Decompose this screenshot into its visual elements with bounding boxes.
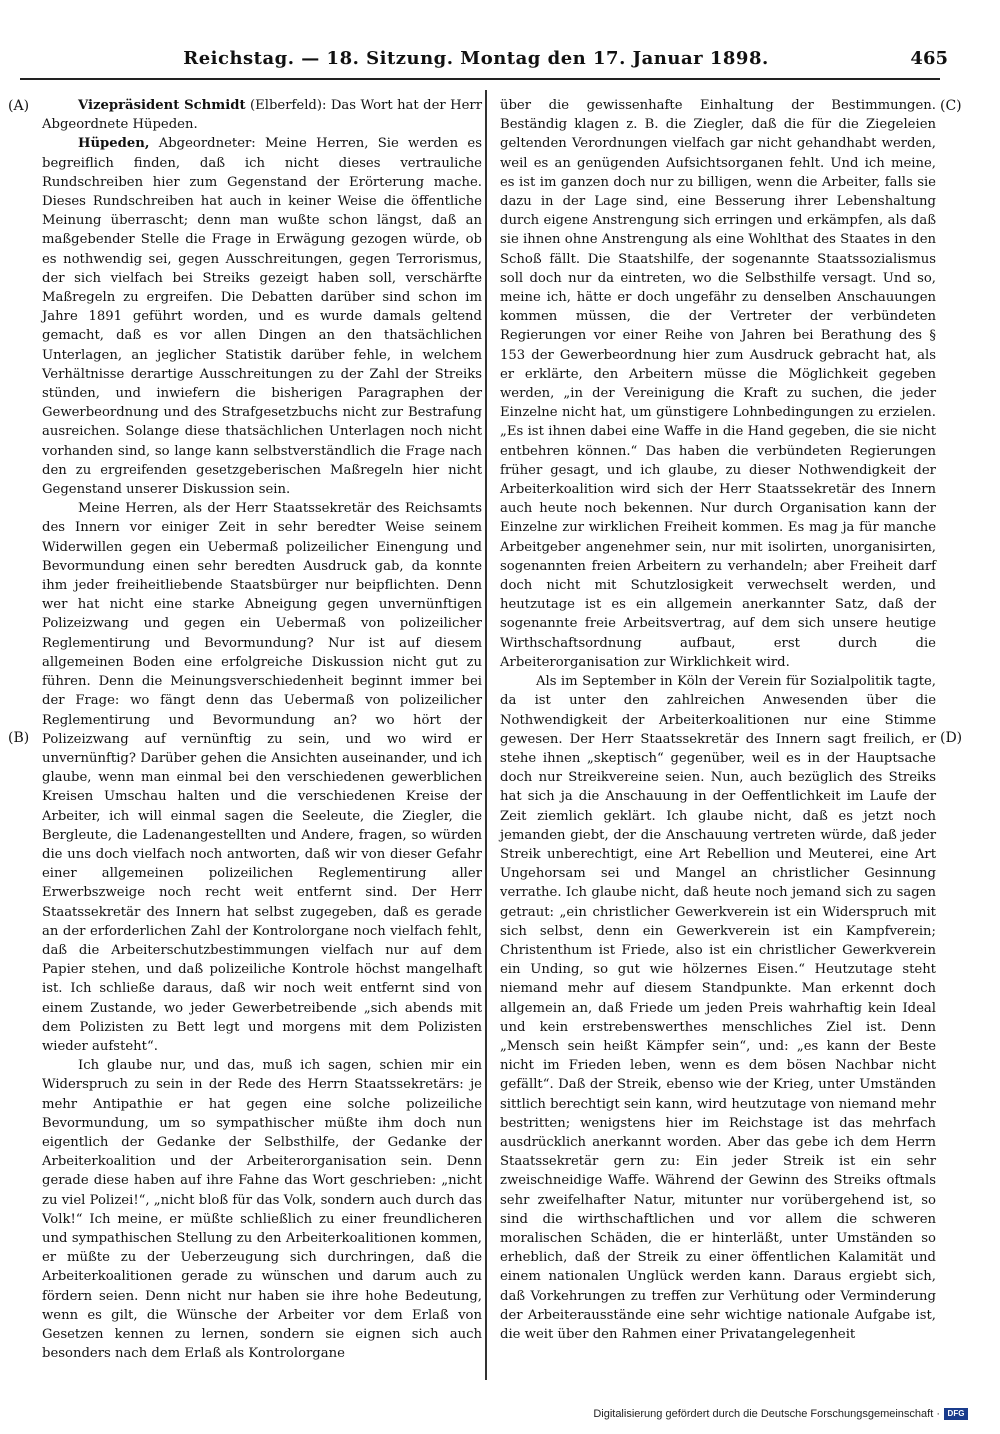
- left-column: [42, 96, 482, 1363]
- paragraph: über die gewissenhafte Einhaltung der Bestimmungen. Beständig klagen z. B. die Ziegler, daß die für die Ziegeleien geltenden Verordnungen vielfach gar nicht gehandhabt werden, weil es an genügenden Aufsichtsorganen fehlt. Und ich meine, es ist im ganzen doch nur zu billigen, wenn die Arbeiter, falls sie dazu in der Lage sind, eine Besserung ihrer Lebenshaltung durch eigene Anstrengung sich erringen und erkämpfen, als daß sie ihnen ohne Anstrengung als eine Wohlthat des Staates in den Schoß fällt. Die Staatshilfe, der sogenannte Staatssozialismus soll doch nur da eintreten, wo die Selbsthilfe versagt. Und so, meine ich, hätte er doch ungefähr zu denselben Anschauungen kommen müssen, die der Vertreter der verbündeten Regierungen vor einer Reihe von Jahren bei Berathung des § 153 der Gewerbeordnung hier zum Ausdruck gebracht hat, als er erklärte, den Arbeitern müsse die Möglichkeit gegeben werden, „in der Vereinigung die Kraft zu suchen, die jeder Einzelne nicht hat, um günstigere Lohnbedingungen zu erzielen. „Es ist ihnen dabei eine Waffe in die Hand gegeben, die sie nicht entbehren können.“ Das haben die verbündeten Regierungen früher gesagt, und ich glaube, zu dieser Nothwendigkeit der Arbeiterkoalition wird sich der Herr Staatssekretär des Innern auch heute noch bekennen. Nur durch Organisation kann der Einzelne zur wirklichen Freiheit kommen. Es mag ja für manche Arbeitgeber angenehmer sein, nur mit isolirten, unorganisirten, sogenannten freien Arbeitern zu verhandeln; aber Freiheit darf doch nicht mit Schutzlosigkeit verwechselt werden, und heutzutage ist es ein allgemein anerkannter Satz, daß der sogenannte freie Arbeitsvertrag, auf dem sich unsere heutige Wirthschaftsordnung aufbaut, erst durch die Arbeiterorganisation zur Wirklichkeit wird.: [500, 98, 936, 670]
- page-header: [20, 48, 948, 78]
- digitization-credit: [593, 1408, 968, 1420]
- paragraph: [42, 134, 482, 499]
- speaker-name: Vizepräsident Schmidt: [78, 98, 246, 113]
- paragraph: [42, 96, 482, 134]
- right-column: [500, 96, 936, 1344]
- column-divider: [485, 90, 487, 1380]
- paragraph: Als im September in Köln der Verein für Sozialpolitik tagte, da ist unter den zahlreichen Anwesenden über die Nothwendigkeit der Arbeiterkoalitionen nur eine Stimme gewesen. Der Herr Staatssekretär des Innern sagt freilich, er stehe ihnen „skeptisch“ gegenüber, weil es in der Hauptsache doch nur Streikvereine seien. Nun, auch bezüglich des Streiks hat sich ja die Anschauung in der Oeffentlichkeit im Laufe der Zeit ziemlich geklärt. Ich glaube nicht, daß es jetzt noch jemanden giebt, der die Anschauung vertreten würde, daß jeder Streik unberechtigt, eine Art Rebellion und Meuterei, eine Art Ungehorsam sei und Mangel an christlicher Gesinnung verrathe. Ich glaube nicht, daß heute noch jemand sich zu sagen getraut: „ein christlicher Gewerkverein ist ein Widerspruch mit sich selbst, denn ein Gewerkverein ist ein Kampfverein; Christenthum ist Friede, also ist ein christlicher Gewerkverein ein Unding, so gut wie hölzernes Eisen.“ Heutzutage steht niemand mehr auf diesem Standpunkte. Man erkennt doch allgemein an, daß Friede um jeden Preis wahrhaftig kein Ideal und kein erstrebenswerthes menschliches Ziel ist. Denn „Mensch sein heißt Kämpfer sein“, und: „es kann der Beste nicht im Frieden leben, wenn es dem bösen Nachbar nicht gefällt“. Daß der Streik, ebenso wie der Krieg, unter Umständen sittlich berechtigt sein kann, wird heutzutage von niemand mehr bestritten; wenigstens hier im Reichstage ist das mehrfach ausdrücklich anerkannt worden. Aber das gebe ich dem Herrn Staatssekretär gern zu: Ein jeder Streik ist ein sehr zweischneidige Waffe. Während der Gewinn des Streiks oftmals sehr zweifelhafter Natur, mitunter nur vorübergehend ist, so sind die wirthschaftlichen und vor allem die schweren moralischen Schäden, die er hinterläßt, unter Umständen so erheblich, daß der Streik zu einer öffentlichen Kalamität und einem nationalen Unglück werden kann. Daraus ergiebt sich, daß Vorkehrungen zu treffen zur Verhütung oder Verminderung der Arbeiterausstände eine sehr wichtige nationale Aufgabe ist, die weit über den Rahmen einer Privatangelegenheit: [500, 674, 936, 1342]
- margin-mark-a: (A): [8, 98, 30, 114]
- margin-mark-b: (B): [8, 730, 30, 746]
- margin-mark-d: (D): [940, 730, 963, 746]
- dfg-logo-icon: DFG: [944, 1408, 968, 1420]
- paragraph-text: (Elberfeld): Das Wort hat der Herr Abgeordnete Hüpeden.: [42, 98, 482, 133]
- paragraph-text: Abgeordneter: Meine Herren, Sie werden es begreiflich finden, daß ich nicht dieses vertrauliche Rundschreiben hier zum Gegenstand der Erörterung mache. Dieses Rundschreiben hat auch in keiner Weise die öffentliche Meinung überrascht; denn man wußte schon längst, daß an maßgebender Stelle die Frage in Erwägung gezogen würde, ob es nothwendig sei, gegen Ausschreitungen, gegen Terrorismus, der sich vielfach bei Streiks gezeigt haben soll, verschärfte Maßregeln zu ergreifen. Die Debatten darüber sind schon im Jahre 1891 geführt worden, und es wurde damals geltend gemacht, daß es vor allen Dingen an den thatsächlichen Unterlagen, an jeglicher Statistik darüber fehle, in welchem Verhältnisse derartige Ausschreitungen zu der Zahl der Streiks stünden, und inwiefern die bisherigen Paragraphen der Gewerbeordnung und des Strafgesetzbuchs nicht zur Bestrafung ausreichen. Solange diese thatsächlichen Unterlagen noch nicht vorhanden sind, so lange kann selbstverständlich die Frage nach den zu ergreifenden gesetzgeberischen Maßregeln hier nicht Gegenstand unserer Diskussion sein.: [42, 136, 482, 498]
- page-number: 465: [910, 48, 948, 69]
- credit-text: Digitalisierung gefördert durch die Deutsche Forschungsgemeinschaft ·: [593, 1408, 940, 1420]
- header-title: Reichstag. — 18. Sitzung. Montag den 17. Januar 1898.: [183, 48, 769, 69]
- header-rule: [20, 78, 940, 80]
- margin-mark-c: (C): [940, 98, 962, 114]
- speaker-name: Hüpeden,: [78, 136, 150, 152]
- paragraph: Meine Herren, als der Herr Staatssekretär des Reichsamts des Innern vor einiger Zeit in sehr beredter Weise seinem Widerwillen gegen ein Uebermaß polizeilicher Einengung und Bevormundung einen sehr beredten Ausdruck gab, da konnte ihm jeder freiheitliebende Staatsbürger nur beipflichten. Denn wer hat nicht eine starke Abneigung gegen unvernünftigen Polizeizwang und gegen ein Uebermaß von polizeilicher Reglementirung und Bevormundung? Nur ist auf diesem allgemeinen Boden eine erfolgreiche Diskussion nicht gut zu führen. Denn die Meinungsverschiedenheit beginnt immer bei der Frage: wo fängt denn das Uebermaß von polizeilicher Reglementirung und Bevormundung an? wo hört der Polizeizwang auf vernünftig zu sein, und wo wird er unvernünftig? Darüber gehen die Ansichten auseinander, und ich glaube, wenn man einmal bei den verschiedenen gewerblichen Kreisen Umschau halten und die verschiedenen Kreise der Arbeiter, ich will einmal sagen die Seeleute, die Ziegler, die Bergleute, die Ladenangestellten und Andere, fragen, so würden die uns doch vielfach noch antworten, daß wir von dieser Gefahr einer allgemeinen polizeilichen Reglementirung aller Erwerbszweige noch recht weit entfernt sind. Der Herr Staatssekretär des Innern hat selbst zugegeben, daß es gerade an der erforderlichen Zahl der Kontrolorgane noch vielfach fehlt, daß die Arbeiterschutzbestimmungen vielfach nur auf dem Papier stehen, und daß polizeiliche Kontrole höchst mangelhaft ist. Ich schließe daraus, daß wir noch weit entfernt sind von einem Zustande, wo jeder Gewerbetreibende „sich abends mit dem Polizisten zu Bett legt und morgens mit dem Polizisten wieder aufsteht“.: [42, 501, 482, 1054]
- paragraph: Ich glaube nur, und das, muß ich sagen, schien mir ein Widerspruch zu sein in der Rede des Herrn Staatssekretärs: je mehr Antipathie er hat gegen eine solche polizeiliche Bevormundung, um so sympathischer müßte ihm doch nun eigentlich der Gedanke der Selbsthilfe, der Gedanke der Arbeiterkoalition und der Arbeiterorganisation sein. Denn gerade diese haben auf ihre Fahne das Wort geschrieben: „nicht zu viel Polizei!“, „nicht bloß für das Volk, sondern auch durch das Volk!“ Ich meine, er müßte schließlich zu einer freundlicheren und sympathischen Stellung zu den Arbeiterkoalitionen kommen, er müßte zu der Ueberzeugung sich durchringen, daß die Arbeiterkoalitionen gerade zu wünschen und darum auch zu fördern seien. Denn nicht nur haben sie ihre hohe Bedeutung, wenn es gilt, die Wünsche der Arbeiter vor dem Erlaß von Gesetzen kennen zu lernen, sondern sie eignen sich auch besonders nach dem Erlaß als Kontrolorgane: [42, 1058, 482, 1362]
